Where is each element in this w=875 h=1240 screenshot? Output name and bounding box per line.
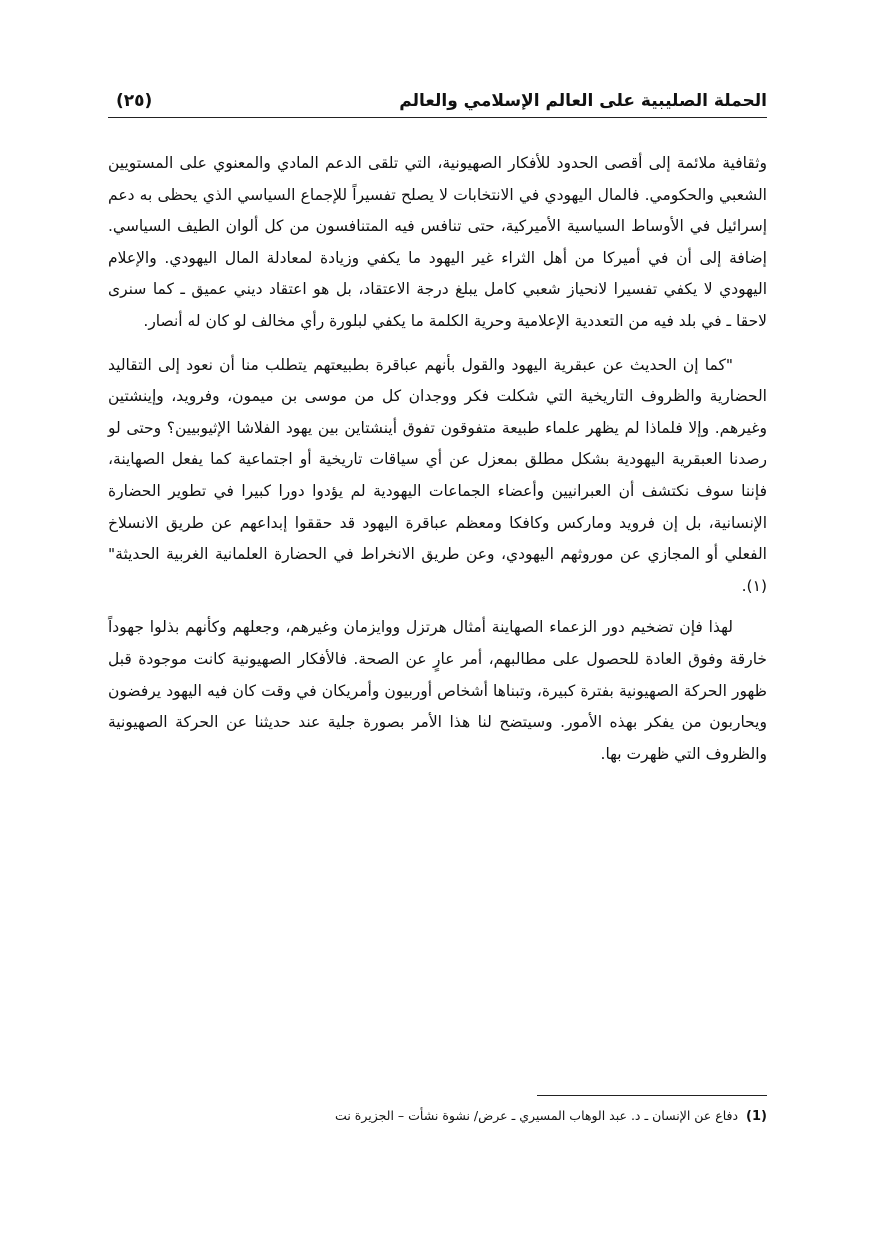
header-title: الحملة الصليبية على العالم الإسلامي والعالم xyxy=(399,91,767,111)
paragraph-3: لهذا فإن تضخيم دور الزعماء الصهاينة أمثال هرتزل ووايزمان وغيرهم، وجعلهم وكأنهم بذلوا جهوداً خارقة وفوق العادة للحصول على مطالبهم، أمر عارٍ عن الصحة. فالأفكار الصهيونية كانت موجودة قبل ظهور الحركة الصهيونية بفترة كبيرة، وتبناها أشخاص أوربيون وأمريكان في وقت كان فيه اليهود يرفضون ويحاربون من يفكر بهذه الأمور. وسيتضح لنا هذا الأمر بصورة جلية عند حديثنا عن الحركة الصهيونية والظروف التي ظهرت بها. xyxy=(108,618,767,763)
footnote-text: دفاع عن الإنسان ـ د. عبد الوهاب المسيري ـ عرض/ نشوة نشأت – الجزيرة نت xyxy=(335,1108,739,1123)
page-number: (٢٥) xyxy=(116,91,153,111)
paragraph-2-quotation: "كما إن الحديث عن عبقرية اليهود والقول بأنهم عباقرة بطبيعتهم يتطلب منا أن نعود إلى التقاليد الحضارية والظروف التاريخية التي شكلت فكر ووجدان كل من موسى بن ميمون، وفرويد، وإينشتين وغيرهم. وإلا فلماذا لم يظهر علماء طبيعة متفوقون تفوق أينشتاين بين يهود الفلاشا الإثيوبيين؟ وحتى لو رصدنا العبقرية اليهودية بشكل مطلق بمعزل عن أي سياقات تاريخية أو اجتماعية كما يفعل الصهاينة، فإننا سوف نكتشف أن العبرانيين وأعضاء الجماعات اليهودية لم يؤدوا دورا كبيرا في تطوير الحضارة الإنسانية، بل إن فرويد وماركس وكافكا ومعظم عباقرة اليهود قد حققوا إبداعهم عن طريق الانسلاخ الفعلي أو المجازي عن موروثهم اليهودي، وعن طريق الانخراط في الحضارة العلمانية الغربية الحديثة"(١). xyxy=(108,355,767,595)
footnote-divider xyxy=(537,1095,767,1096)
footnote xyxy=(108,1104,767,1129)
header-divider xyxy=(108,117,767,118)
body-text xyxy=(108,148,767,770)
paragraph-1: وثقافية ملائمة إلى أقصى الحدود للأفكار الصهيونية، التي تلقى الدعم المادي والمعنوي على المستويين الشعبي والحكومي. فالمال اليهودي في الانتخابات لا يصلح تفسيراً للإجماع السياسي الذي يحظى به دعم إسرائيل في الأوساط السياسية الأميركية، حتى تنافس فيه المتنافسون من كل ألوان الطيف السياسي. إضافة إلى أن في أميركا من أهل الثراء غير اليهود ما يكفي وزيادة لمعادلة المال اليهودي. والإعلام اليهودي لا يكفي تفسيرا لانحياز شعبي كامل يبلغ درجة الاعتقاد، بل هو اعتقاد ديني عميق ـ كما سنرى لاحقا ـ في بلد فيه من التعددية الإعلامية وحرية الكلمة ما يكفي لبلورة رأي مخالف لو كان له أنصار. xyxy=(108,154,767,330)
running-header xyxy=(108,86,767,116)
footnote-marker: (1) xyxy=(746,1109,767,1124)
